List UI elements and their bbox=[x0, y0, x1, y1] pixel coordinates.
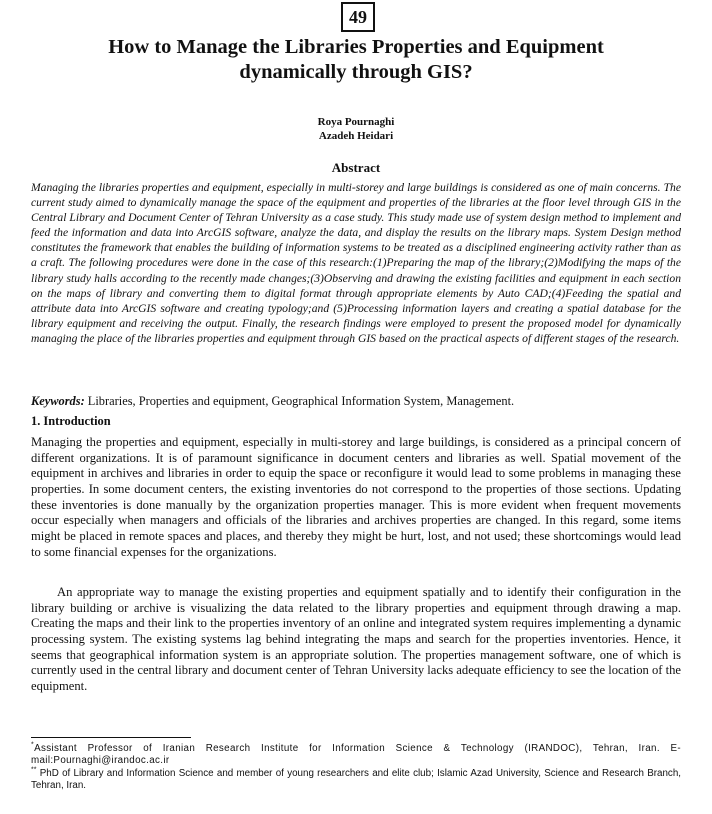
footnote-divider bbox=[31, 737, 191, 738]
keywords-text: Libraries, Properties and equipment, Geographical Information System, Management. bbox=[84, 394, 515, 408]
footnote-1-text: Assistant Professor of Iranian Research Institute for Information Science & Technology (IRANDOC), Tehran, Iran. E-mail:Pournaghi@irandoc.ac.ir bbox=[31, 743, 681, 767]
abstract-text: Managing the libraries properties and equipment, especially in multi-storey and large buildings is considered as one of main concerns. The current study aimed to dynamically manage the space of the equipment and properties of the libraries at the floor level through GIS in the Central Library and Document Center of Tehran University as a case study. This study made use of system design method to implement and feed the information and data into ArcGIS software, analyze the data, and display the results on the library maps. System Design method constitutes the framework that enables the building of information systems to be treated as a disciplined engineering activity rather than as a craft. The following procedures were done in the case of this research:(1)Preparing the map of the library;(2)Modifying the maps of the library study halls according to the recently made changes;(3)Observing and drawing the existing facilities and equipment in each section on the maps of library and converting them to digital format through appropriate elements by Auto CAD;(4)Feeding the spatial and attribute data into ArcGIS software and creating typology;and (5)Processing information layers and creating a spatial database for the library equipment and receiving the output. Finally, the research findings were employed to present the proposed model for dynamically managing the place of the libraries properties and equipment through GIS based on the practical aspects of different stages of the research. bbox=[31, 181, 681, 345]
footnote-1-mark: * bbox=[31, 741, 35, 749]
paragraph-1: Managing the properties and equipment, especially in multi-storey and large buildings, is considered as a principal concern of different organizations. It is of paramount significance in document centers and libraries as well. Spatial movement of the equipment in archives and libraries in order to equip the space or reconfigure it would lead to some problems in managing these properties. In some document centers, the existing inventories do not correspond to the properties of those sections. Updating these inventories is done manually by the organization properties manager. This is more evident when frequent movements occur especially when managers and officials of the libraries and archives properties are changed. In this regard, some items might be placed in remote spaces and places, and thereby they might be hurt, lost, and not used; these shortcomings would lead to some financial expenses for the organizations. bbox=[31, 435, 681, 559]
abstract-heading: Abstract bbox=[331, 160, 381, 175]
footnote-2-mark: ** bbox=[31, 766, 37, 774]
paper-title bbox=[40, 35, 672, 85]
author-2: Azadeh Heidari bbox=[318, 130, 394, 142]
chapter-number-box: 49 bbox=[341, 2, 375, 32]
footnote-2 bbox=[31, 768, 681, 793]
footnote-2-text: PhD of Library and Information Science and member of young researchers and elite club; Islamic Azad University, Science and Research Branch, Tehran, Iran. bbox=[31, 768, 681, 792]
keywords-label: Keywords: bbox=[31, 394, 85, 408]
section-heading: 1. Introduction bbox=[31, 414, 111, 428]
title-line-1: How to Manage the Libraries Properties and Equipment bbox=[108, 36, 604, 58]
author-1: Roya Pournaghi bbox=[317, 116, 395, 128]
footnote-1 bbox=[31, 743, 681, 768]
title-line-2: dynamically through GIS? bbox=[239, 61, 473, 83]
keywords bbox=[31, 393, 681, 409]
paragraph-2: An appropriate way to manage the existing properties and equipment spatially and to identify their configuration in the library building or archive is visualizing the data related to the library properties and equipment through drawing a map. Creating the maps and their link to the properties inventory of an online and integrated system requires implementing a dynamic processing system. The existing systems lag behind integrating the maps and search for the properties inventories. Hence, it seems that geographical information system is an appropriate solution. The properties management software, one of which is currently used in the central library and document center of Tehran University lacks adequate efficiency to see the location of the equipment. bbox=[31, 585, 681, 693]
